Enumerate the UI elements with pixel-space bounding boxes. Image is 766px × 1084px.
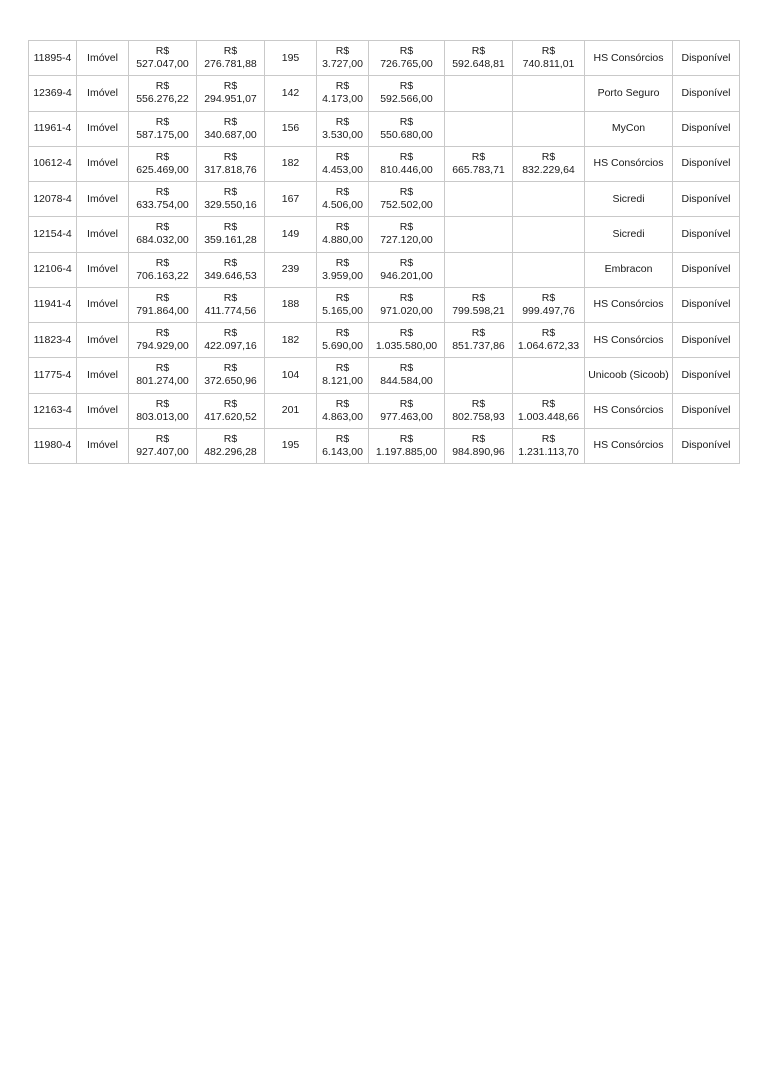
cell-administrator: HS Consórcios (585, 323, 673, 358)
cell-paid-value (197, 146, 265, 181)
currency-symbol: R$ (155, 150, 170, 163)
currency-symbol: R$ (399, 397, 414, 410)
currency-symbol: R$ (541, 45, 556, 57)
currency-symbol: R$ (223, 327, 238, 339)
cell-extra-value-2-amount: 999.497,76 (522, 304, 575, 317)
cell-status: Disponível (673, 217, 740, 252)
currency-symbol: R$ (223, 150, 238, 163)
cell-installment-value (317, 146, 369, 181)
currency-symbol: R$ (155, 362, 170, 375)
cell-code: 11980-4 (29, 428, 77, 463)
cell-credit-value (129, 252, 197, 287)
cell-credit-value-amount: 587.175,00 (136, 128, 189, 141)
currency-symbol: R$ (399, 291, 414, 304)
cell-type: Imóvel (77, 182, 129, 217)
cell-credit-value (129, 76, 197, 111)
cell-installment-value-amount: 3.727,00 (322, 58, 363, 71)
currency-symbol: R$ (155, 80, 170, 93)
cell-total-value-amount: 810.446,00 (380, 163, 433, 176)
cell-extra-value-2 (513, 252, 585, 287)
cell-paid-value (197, 287, 265, 322)
currency-symbol: R$ (335, 432, 350, 445)
cell-paid-value (197, 217, 265, 252)
cell-code: 11775-4 (29, 358, 77, 393)
cell-extra-value-1-amount: 984.890,96 (452, 445, 505, 458)
cell-extra-value-1 (445, 111, 513, 146)
cell-credit-value-amount: 794.929,00 (136, 340, 189, 353)
cell-extra-value-2 (513, 182, 585, 217)
currency-symbol: R$ (155, 221, 170, 234)
cell-type: Imóvel (77, 252, 129, 287)
cell-credit-value (129, 358, 197, 393)
currency-symbol: R$ (223, 432, 238, 445)
currency-symbol: R$ (399, 115, 414, 128)
cell-paid-value-amount: 276.781,88 (204, 58, 257, 71)
cell-installments: 142 (265, 76, 317, 111)
cell-total-value-amount: 550.680,00 (380, 128, 433, 141)
cell-total-value (369, 41, 445, 76)
currency-symbol: R$ (541, 150, 556, 163)
cell-installment-value (317, 76, 369, 111)
cell-paid-value-amount: 317.818,76 (204, 163, 257, 176)
currency-symbol: R$ (471, 432, 486, 445)
cell-paid-value (197, 428, 265, 463)
cell-extra-value-1-amount: 665.783,71 (452, 163, 505, 176)
cell-paid-value-amount: 372.650,96 (204, 375, 257, 388)
cell-status: Disponível (673, 76, 740, 111)
cell-type: Imóvel (77, 41, 129, 76)
cell-extra-value-2 (513, 146, 585, 181)
table-row[interactable] (29, 393, 740, 428)
cell-type: Imóvel (77, 358, 129, 393)
currency-symbol: R$ (335, 150, 350, 163)
currency-symbol: R$ (223, 397, 238, 410)
cell-installment-value (317, 287, 369, 322)
cell-total-value-amount: 1.197.885,00 (375, 445, 438, 458)
cell-paid-value (197, 111, 265, 146)
cell-administrator: Embracon (585, 252, 673, 287)
cell-credit-value-amount: 684.032,00 (136, 234, 189, 247)
cell-code: 12154-4 (29, 217, 77, 252)
cell-extra-value-2 (513, 323, 585, 358)
currency-symbol: R$ (471, 45, 486, 57)
cell-installment-value (317, 428, 369, 463)
cell-status: Disponível (673, 182, 740, 217)
table-row[interactable] (29, 358, 740, 393)
currency-symbol: R$ (223, 362, 238, 375)
cell-extra-value-1 (445, 146, 513, 181)
currency-symbol: R$ (335, 115, 350, 128)
table-body (29, 41, 740, 464)
cell-paid-value-amount: 349.646,53 (204, 269, 257, 282)
cell-status: Disponível (673, 252, 740, 287)
cell-type: Imóvel (77, 146, 129, 181)
currency-symbol: R$ (223, 80, 238, 93)
cell-extra-value-1-amount: 799.598,21 (452, 304, 505, 317)
currency-symbol: R$ (541, 397, 556, 410)
cell-credit-value-amount: 803.013,00 (136, 410, 189, 423)
cell-total-value-amount: 946.201,00 (380, 269, 433, 282)
currency-symbol: R$ (335, 221, 350, 234)
table-row[interactable] (29, 428, 740, 463)
cell-administrator: MyCon (585, 111, 673, 146)
cell-paid-value (197, 393, 265, 428)
cell-installment-value-amount: 4.880,00 (322, 234, 363, 247)
currency-symbol: R$ (399, 362, 414, 375)
cell-administrator: Sicredi (585, 217, 673, 252)
cell-credit-value-amount: 633.754,00 (136, 199, 189, 212)
cell-installment-value-amount: 3.959,00 (322, 269, 363, 282)
cell-extra-value-2-amount: 740.811,01 (522, 58, 575, 71)
consorcio-table (28, 40, 740, 464)
cell-total-value-amount: 977.463,00 (380, 410, 433, 423)
cell-extra-value-2-amount: 832.229,64 (522, 163, 575, 176)
cell-paid-value-amount: 359.161,28 (204, 234, 257, 247)
cell-installments: 201 (265, 393, 317, 428)
currency-symbol: R$ (399, 432, 414, 445)
cell-installments: 239 (265, 252, 317, 287)
cell-status: Disponível (673, 287, 740, 322)
table-row[interactable] (29, 41, 740, 76)
currency-symbol: R$ (399, 221, 414, 234)
cell-extra-value-1 (445, 252, 513, 287)
cell-extra-value-1 (445, 76, 513, 111)
cell-total-value-amount: 1.035.580,00 (375, 340, 438, 353)
cell-installment-value (317, 393, 369, 428)
cell-extra-value-2 (513, 41, 585, 76)
cell-total-value-amount: 971.020,00 (380, 304, 433, 317)
cell-status: Disponível (673, 146, 740, 181)
cell-administrator: Sicredi (585, 182, 673, 217)
cell-extra-value-1 (445, 323, 513, 358)
cell-installment-value-amount: 5.165,00 (322, 304, 363, 317)
cell-total-value-amount: 727.120,00 (380, 234, 433, 247)
cell-total-value-amount: 752.502,00 (380, 199, 433, 212)
cell-paid-value (197, 358, 265, 393)
currency-symbol: R$ (399, 150, 414, 163)
currency-symbol: R$ (335, 256, 350, 269)
cell-administrator: Unicoob (Sicoob) (585, 358, 673, 393)
cell-extra-value-1-amount: 802.758,93 (452, 410, 505, 423)
consorcio-table-container (28, 40, 739, 464)
cell-code: 11895-4 (29, 41, 77, 76)
cell-installments: 195 (265, 41, 317, 76)
cell-installment-value-amount: 4.506,00 (322, 199, 363, 212)
cell-type: Imóvel (77, 428, 129, 463)
cell-type: Imóvel (77, 111, 129, 146)
cell-total-value (369, 358, 445, 393)
cell-paid-value-amount: 340.687,00 (204, 128, 257, 141)
cell-installment-value-amount: 4.453,00 (322, 163, 363, 176)
cell-extra-value-2 (513, 217, 585, 252)
cell-paid-value-amount: 294.951,07 (204, 93, 257, 106)
cell-code: 11961-4 (29, 111, 77, 146)
cell-status: Disponível (673, 428, 740, 463)
currency-symbol: R$ (223, 115, 238, 128)
table-row[interactable] (29, 146, 740, 181)
cell-extra-value-2 (513, 358, 585, 393)
cell-paid-value-amount: 422.097,16 (204, 340, 257, 353)
cell-administrator: HS Consórcios (585, 41, 673, 76)
cell-total-value (369, 76, 445, 111)
cell-installment-value (317, 182, 369, 217)
currency-symbol: R$ (223, 221, 238, 234)
cell-code: 10612-4 (29, 146, 77, 181)
cell-credit-value-amount: 791.864,00 (136, 304, 189, 317)
cell-credit-value (129, 146, 197, 181)
cell-paid-value (197, 252, 265, 287)
cell-code: 11941-4 (29, 287, 77, 322)
cell-total-value-amount: 726.765,00 (380, 58, 433, 71)
cell-installment-value (317, 111, 369, 146)
cell-installments: 182 (265, 323, 317, 358)
currency-symbol: R$ (155, 327, 170, 339)
cell-code: 12106-4 (29, 252, 77, 287)
currency-symbol: R$ (155, 432, 170, 445)
currency-symbol: R$ (223, 186, 238, 198)
cell-credit-value (129, 323, 197, 358)
cell-installments: 149 (265, 217, 317, 252)
cell-installments: 195 (265, 428, 317, 463)
cell-total-value (369, 146, 445, 181)
cell-installments: 167 (265, 182, 317, 217)
cell-credit-value-amount: 801.274,00 (136, 375, 189, 388)
currency-symbol: R$ (471, 150, 486, 163)
cell-installment-value-amount: 5.690,00 (322, 340, 363, 353)
cell-credit-value-amount: 527.047,00 (136, 58, 189, 71)
cell-extra-value-2 (513, 111, 585, 146)
table-row[interactable] (29, 323, 740, 358)
cell-extra-value-2-amount: 1.231.113,70 (518, 445, 579, 458)
cell-total-value (369, 111, 445, 146)
cell-credit-value (129, 217, 197, 252)
cell-paid-value (197, 323, 265, 358)
cell-status: Disponível (673, 393, 740, 428)
cell-extra-value-1 (445, 182, 513, 217)
cell-extra-value-2 (513, 287, 585, 322)
cell-extra-value-1-amount: 851.737,86 (452, 340, 505, 353)
cell-administrator: HS Consórcios (585, 146, 673, 181)
cell-administrator: HS Consórcios (585, 428, 673, 463)
currency-symbol: R$ (335, 186, 350, 198)
currency-symbol: R$ (471, 397, 486, 410)
cell-administrator: Porto Seguro (585, 76, 673, 111)
cell-total-value (369, 182, 445, 217)
cell-extra-value-2 (513, 428, 585, 463)
cell-code: 12163-4 (29, 393, 77, 428)
cell-extra-value-2 (513, 393, 585, 428)
currency-symbol: R$ (399, 327, 414, 339)
cell-installment-value-amount: 3.530,00 (322, 128, 363, 141)
cell-extra-value-1 (445, 217, 513, 252)
cell-total-value (369, 217, 445, 252)
cell-extra-value-1 (445, 358, 513, 393)
table-row[interactable] (29, 111, 740, 146)
cell-credit-value (129, 287, 197, 322)
cell-paid-value-amount: 411.774,56 (204, 304, 257, 317)
currency-symbol: R$ (155, 397, 170, 410)
cell-installment-value (317, 252, 369, 287)
cell-total-value (369, 393, 445, 428)
currency-symbol: R$ (155, 45, 170, 57)
cell-administrator: HS Consórcios (585, 393, 673, 428)
cell-credit-value (129, 428, 197, 463)
cell-installment-value (317, 358, 369, 393)
cell-extra-value-1 (445, 393, 513, 428)
cell-credit-value (129, 111, 197, 146)
cell-credit-value-amount: 706.163,22 (136, 269, 189, 282)
currency-symbol: R$ (335, 291, 350, 304)
currency-symbol: R$ (155, 115, 170, 128)
cell-status: Disponível (673, 41, 740, 76)
cell-status: Disponível (673, 111, 740, 146)
cell-credit-value-amount: 556.276,22 (136, 93, 189, 106)
cell-credit-value-amount: 625.469,00 (136, 163, 189, 176)
table-row[interactable] (29, 217, 740, 252)
cell-type: Imóvel (77, 76, 129, 111)
cell-paid-value (197, 76, 265, 111)
cell-type: Imóvel (77, 287, 129, 322)
currency-symbol: R$ (223, 256, 238, 269)
currency-symbol: R$ (335, 397, 350, 410)
cell-type: Imóvel (77, 217, 129, 252)
cell-installment-value-amount: 4.173,00 (322, 93, 363, 106)
currency-symbol: R$ (155, 291, 170, 304)
cell-paid-value (197, 41, 265, 76)
cell-paid-value (197, 182, 265, 217)
currency-symbol: R$ (335, 80, 350, 93)
currency-symbol: R$ (399, 45, 414, 57)
currency-symbol: R$ (399, 256, 414, 269)
cell-paid-value-amount: 329.550,16 (204, 199, 257, 212)
currency-symbol: R$ (335, 362, 350, 375)
currency-symbol: R$ (155, 256, 170, 269)
cell-total-value-amount: 844.584,00 (380, 375, 433, 388)
currency-symbol: R$ (155, 186, 170, 198)
cell-extra-value-1 (445, 287, 513, 322)
cell-status: Disponível (673, 358, 740, 393)
cell-paid-value-amount: 482.296,28 (204, 445, 257, 458)
cell-installment-value (317, 41, 369, 76)
cell-code: 12369-4 (29, 76, 77, 111)
cell-installment-value (317, 217, 369, 252)
cell-credit-value (129, 393, 197, 428)
cell-total-value (369, 287, 445, 322)
cell-total-value-amount: 592.566,00 (380, 93, 433, 106)
cell-extra-value-1-amount: 592.648,81 (452, 58, 505, 71)
table-row[interactable] (29, 252, 740, 287)
cell-installment-value (317, 323, 369, 358)
currency-symbol: R$ (335, 327, 350, 339)
table-row[interactable] (29, 287, 740, 322)
cell-installment-value-amount: 4.863,00 (322, 410, 363, 423)
cell-installment-value-amount: 6.143,00 (322, 445, 363, 458)
cell-extra-value-1 (445, 428, 513, 463)
cell-status: Disponível (673, 323, 740, 358)
cell-installments: 156 (265, 111, 317, 146)
cell-total-value (369, 323, 445, 358)
cell-paid-value-amount: 417.620,52 (204, 410, 257, 423)
table-row[interactable] (29, 182, 740, 217)
cell-code: 11823-4 (29, 323, 77, 358)
cell-administrator: HS Consórcios (585, 287, 673, 322)
cell-type: Imóvel (77, 393, 129, 428)
currency-symbol: R$ (399, 186, 414, 198)
cell-code: 12078-4 (29, 182, 77, 217)
currency-symbol: R$ (223, 291, 238, 304)
currency-symbol: R$ (541, 291, 556, 304)
currency-symbol: R$ (223, 45, 238, 57)
cell-total-value (369, 428, 445, 463)
cell-type: Imóvel (77, 323, 129, 358)
cell-credit-value (129, 182, 197, 217)
cell-credit-value-amount: 927.407,00 (136, 445, 189, 458)
cell-extra-value-2 (513, 76, 585, 111)
currency-symbol: R$ (471, 327, 486, 339)
currency-symbol: R$ (335, 45, 350, 57)
currency-symbol: R$ (541, 327, 556, 339)
cell-extra-value-2-amount: 1.064.672,33 (517, 340, 580, 353)
cell-installment-value-amount: 8.121,00 (322, 375, 363, 388)
cell-total-value (369, 252, 445, 287)
cell-installments: 188 (265, 287, 317, 322)
cell-extra-value-1 (445, 41, 513, 76)
currency-symbol: R$ (399, 80, 414, 93)
currency-symbol: R$ (541, 432, 556, 445)
cell-extra-value-2-amount: 1.003.448,66 (517, 410, 580, 423)
cell-installments: 104 (265, 358, 317, 393)
currency-symbol: R$ (471, 291, 486, 304)
table-row[interactable] (29, 76, 740, 111)
cell-installments: 182 (265, 146, 317, 181)
cell-credit-value (129, 41, 197, 76)
